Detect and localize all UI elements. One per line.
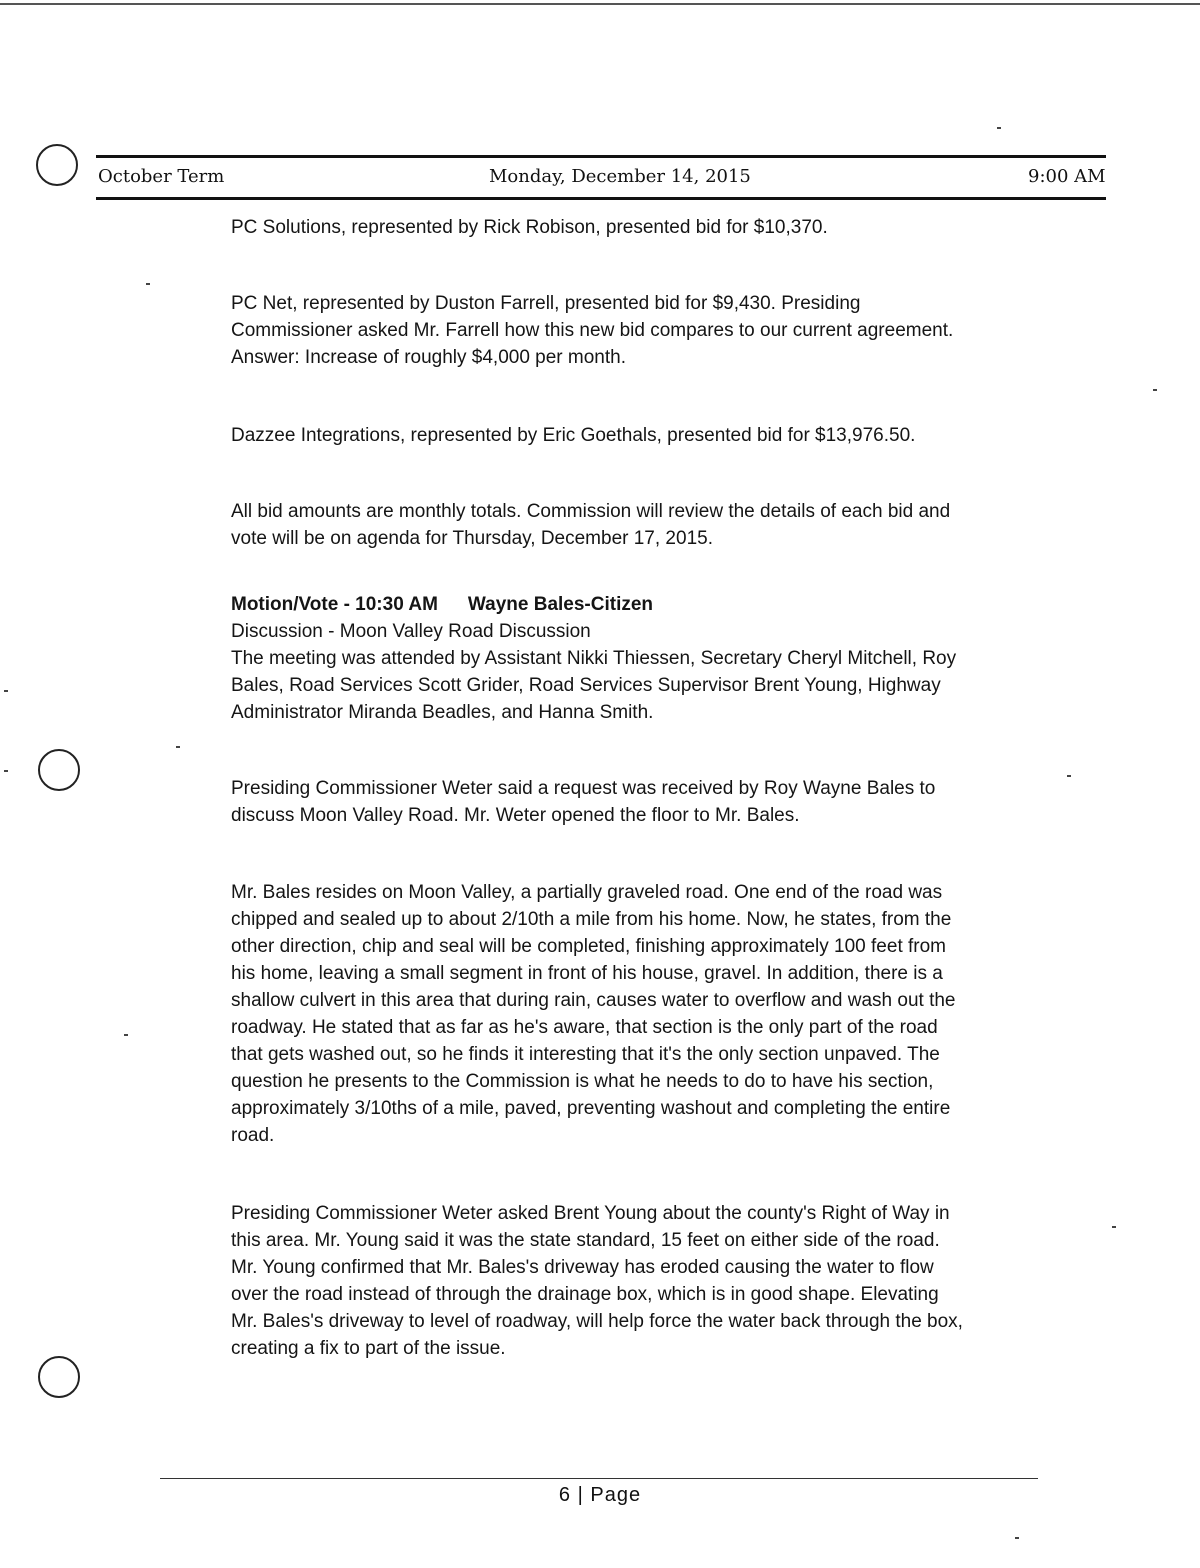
text-line: Commissioner asked Mr. Farrell how this new bid compares to our current agreement.: [231, 320, 954, 341]
header-rule-bottom: [96, 197, 1106, 200]
text-line: other direction, chip and seal will be completed, finishing approximately 100 feet from: [231, 936, 946, 957]
header-time: 9:00 AM: [1028, 166, 1106, 187]
text-line: Mr. Young confirmed that Mr. Bales's driveway has eroded causing the water to flow: [231, 1257, 934, 1278]
paragraph-bales-statement: [231, 879, 1051, 1149]
scan-speck: [997, 127, 1001, 129]
text-line: PC Solutions, represented by Rick Robison, presented bid for $10,370.: [231, 217, 828, 238]
text-line: Presiding Commissioner Weter said a request was received by Roy Wayne Bales to: [231, 778, 936, 799]
scan-speck: [4, 770, 8, 772]
footer-rule: [160, 1478, 1038, 1479]
text-line: Dazzee Integrations, represented by Eric Goethals, presented bid for $13,976.50.: [231, 425, 916, 446]
scan-speck: [146, 283, 150, 285]
motion-heading-time: Motion/Vote - 10:30 AM: [231, 594, 438, 615]
paragraph-request: [231, 775, 1051, 829]
text-line: chipped and sealed up to about 2/10th a mile from his home. Now, he states, from the: [231, 909, 952, 930]
text-line: shallow culvert in this area that during rain, causes water to overflow and wash out the: [231, 990, 956, 1011]
paragraph-right-of-way: [231, 1200, 1051, 1362]
text-line: that gets washed out, so he finds it interesting that it's the only section unpaved. The: [231, 1044, 940, 1065]
discussion-line: Discussion - Moon Valley Road Discussion: [231, 621, 591, 642]
text-line: Mr. Bales's driveway to level of roadway, will help force the water back through the box,: [231, 1311, 963, 1332]
paragraph-pc-net: [231, 290, 1051, 371]
scan-top-edge: [0, 3, 1200, 5]
header-term: October Term: [98, 166, 225, 187]
hole-punch-bottom: [38, 1356, 80, 1398]
scan-speck: [124, 1034, 128, 1036]
text-line: this area. Mr. Young said it was the state standard, 15 feet on either side of the road.: [231, 1230, 940, 1251]
text-line: The meeting was attended by Assistant Nikki Thiessen, Secretary Cheryl Mitchell, Roy: [231, 648, 957, 669]
text-line: Administrator Miranda Beadles, and Hanna Smith.: [231, 702, 654, 723]
text-line: Presiding Commissioner Weter asked Brent Young about the county's Right of Way in: [231, 1203, 950, 1224]
scan-speck: [1112, 1226, 1116, 1228]
hole-punch-top: [36, 144, 78, 186]
motion-heading-citizen: Wayne Bales-Citizen: [467, 594, 654, 615]
scan-speck: [1015, 1537, 1019, 1539]
header-date: Monday, December 14, 2015: [489, 166, 751, 187]
text-line: Mr. Bales resides on Moon Valley, a partially graveled road. One end of the road was: [231, 882, 943, 903]
text-line: road.: [231, 1125, 275, 1146]
text-line: approximately 3/10ths of a mile, paved, preventing washout and completing the entire: [231, 1098, 951, 1119]
motion-section: [231, 591, 1051, 726]
text-line: question he presents to the Commission is what he needs to do to have his section,: [231, 1071, 934, 1092]
text-line: discuss Moon Valley Road. Mr. Weter opened the floor to Mr. Bales.: [231, 805, 800, 826]
scan-speck: [1153, 389, 1157, 391]
text-line: roadway. He stated that as far as he's aware, that section is the only part of the road: [231, 1017, 938, 1038]
text-line: All bid amounts are monthly totals. Commission will review the details of each bid and: [231, 501, 951, 522]
text-line: creating a fix to part of the issue.: [231, 1338, 506, 1359]
page-number: 6 | Page: [558, 1484, 642, 1506]
paragraph-bid-summary: [231, 498, 1051, 552]
paragraph-pc-solutions: [231, 214, 1051, 241]
motion-heading: [231, 591, 1051, 618]
scan-speck: [4, 690, 8, 692]
header-rule-top: [96, 155, 1106, 158]
scan-speck: [176, 746, 180, 748]
text-line: vote will be on agenda for Thursday, December 17, 2015.: [231, 528, 713, 549]
text-line: Answer: Increase of roughly $4,000 per month.: [231, 347, 627, 368]
hole-punch-middle: [38, 749, 80, 791]
text-line: over the road instead of through the drainage box, which is in good shape. Elevating: [231, 1284, 939, 1305]
text-line: his home, leaving a small segment in front of his house, gravel. In addition, there is a: [231, 963, 943, 984]
text-line: PC Net, represented by Duston Farrell, presented bid for $9,430. Presiding: [231, 293, 861, 314]
paragraph-dazzee: [231, 422, 1051, 449]
text-line: Bales, Road Services Scott Grider, Road Services Supervisor Brent Young, Highway: [231, 675, 941, 696]
scan-speck: [1067, 775, 1071, 777]
